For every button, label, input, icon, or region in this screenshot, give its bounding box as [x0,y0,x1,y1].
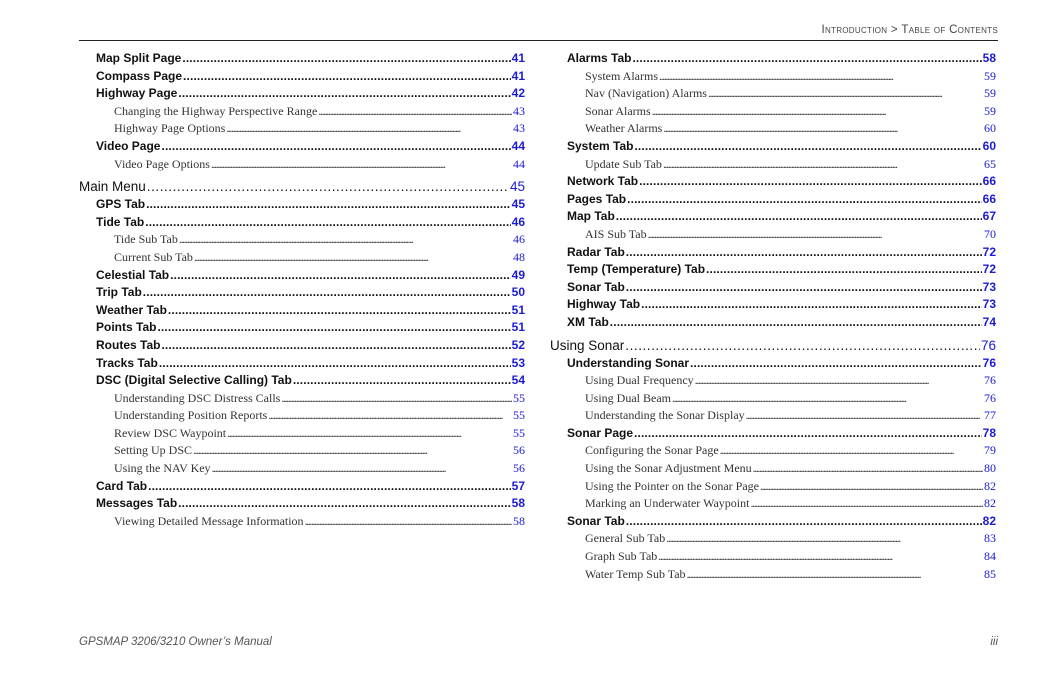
dot-leader [632,50,981,68]
dot-leader [211,156,512,174]
toc-entry-label: System Tab [567,138,634,153]
toc-page-link[interactable]: 72 [982,244,996,259]
toc-page-link[interactable]: 66 [982,191,996,206]
toc-page-link[interactable]: 59 [984,103,996,118]
toc-entry[interactable] [79,478,525,496]
toc-entry-label: Radar Tab [567,244,625,259]
toc-entry[interactable] [550,478,996,496]
toc-page-link[interactable]: 49 [511,267,525,282]
toc-entry[interactable] [550,156,996,174]
toc-entry[interactable] [79,68,525,86]
toc-entry[interactable] [79,138,525,156]
toc-page-link[interactable]: 58 [982,51,996,65]
toc-page-link[interactable]: 56 [513,443,525,458]
toc-entry[interactable] [550,120,996,138]
footer-page-number: iii [990,636,998,648]
dot-leader [268,407,512,425]
toc-page-link[interactable]: 59 [984,86,996,101]
dot-leader [695,372,983,390]
toc-entry[interactable] [550,372,996,390]
dot-leader [625,337,980,354]
toc-entry[interactable] [550,530,996,548]
toc-entry[interactable] [79,231,525,249]
toc-entry-label: Routes Tab [96,337,161,352]
toc-entry-label: Tide Sub Tab [114,232,178,247]
toc-entry[interactable] [79,513,525,531]
toc-page-link[interactable]: 67 [982,209,996,224]
toc-entry-label: Understanding Position Reports [114,408,268,423]
toc-entry-label: Understanding Sonar [567,355,690,370]
dot-leader [179,231,512,249]
toc-entry-label: Using the Pointer on the Sonar Page [585,478,759,493]
dot-leader [663,120,983,138]
toc-entry-label: Viewing Detailed Message Information [114,513,304,528]
toc-page-link[interactable]: 85 [984,566,996,581]
header-section: Introduction [821,24,888,36]
toc-entry[interactable] [550,355,996,373]
dot-leader [170,267,511,285]
toc-entry-label: Using the NAV Key [114,461,211,476]
dot-leader [159,355,511,373]
dot-leader [178,85,510,103]
toc-page-link[interactable]: 59 [984,68,996,83]
dot-leader [634,138,981,156]
toc-entry-label: Graph Sub Tab [585,549,658,564]
toc-entry-label: Sonar Tab [567,279,625,294]
dot-leader [616,208,982,226]
toc-entry-label: Celestial Tab [96,267,170,282]
toc-entry[interactable] [79,390,525,408]
toc-entry-label: Understanding DSC Distress Calls [114,390,281,405]
toc-entry-label: Network Tab [567,174,639,189]
dot-leader [626,244,982,262]
toc-entry-label: Setting Up DSC [114,443,193,458]
toc-entry[interactable] [550,460,996,478]
toc-entry[interactable] [79,156,525,174]
toc-entry[interactable] [550,173,996,191]
toc-entry[interactable] [79,355,525,373]
toc-page-link[interactable]: 60 [984,121,996,136]
toc-page-link[interactable]: 43 [513,121,525,136]
toc-entry[interactable] [79,120,525,138]
toc-entry[interactable] [79,337,525,355]
toc-entry-label: Main Menu [79,179,146,195]
dot-leader [146,196,511,214]
toc-entry-label: Alarms Tab [567,51,632,65]
dot-leader [161,337,510,355]
toc-entry-label: Video Page [96,138,161,153]
toc-page-link[interactable]: 65 [984,156,996,171]
toc-page-link[interactable]: 53 [511,355,525,370]
toc-entry-label: Highway Page Options [114,121,226,136]
dot-leader [281,390,512,408]
toc-page-link[interactable]: 43 [513,103,525,118]
toc-entry-label: Using the Sonar Adjustment Menu [585,461,752,476]
toc-entry-label: Using Sonar [550,337,625,353]
toc-page-link[interactable]: 80 [984,461,996,476]
toc-page-link[interactable]: 79 [984,443,996,458]
header-title: Table of Contents [901,24,998,36]
dot-leader [720,442,983,460]
toc-entry[interactable] [550,191,996,209]
dot-leader [194,249,512,267]
toc-page-link[interactable]: 78 [982,425,996,440]
toc-page-link[interactable]: 56 [513,461,525,476]
dot-leader [626,513,982,531]
toc-page-link[interactable]: 48 [513,249,525,264]
dot-leader [226,120,512,138]
dot-leader [687,566,983,584]
toc-entry-label: Map Split Page [96,51,182,65]
toc-entry-label: Weather Alarms [585,121,663,136]
toc-page-link[interactable]: 82 [984,496,996,511]
footer-manual-title: GPSMAP 3206/3210 Owner’s Manual [79,636,272,648]
toc-entry-label: Pages Tab [567,191,627,206]
header-rule [79,40,998,41]
toc-page-link[interactable]: 42 [511,86,525,101]
header-separator: > [890,24,898,36]
toc-entry-label: Nav (Navigation) Alarms [585,86,707,101]
dot-leader [147,178,509,195]
toc-entry-label: General Sub Tab [585,531,666,546]
toc-entry[interactable] [79,267,525,285]
toc-entry[interactable] [79,495,525,513]
toc-entry[interactable] [550,261,996,279]
toc-page-link[interactable]: 76 [980,337,996,353]
dot-leader [610,314,982,332]
dot-leader [305,513,512,531]
toc-right-column [550,50,996,583]
toc-page-link[interactable]: 73 [982,279,996,294]
toc-entry[interactable] [550,208,996,226]
toc-page-link[interactable]: 46 [513,232,525,247]
dot-leader [168,302,511,320]
dot-leader [753,460,983,478]
toc-page-link[interactable]: 70 [984,226,996,241]
toc-entry[interactable] [550,495,996,513]
toc-entry-label: Tide Tab [96,214,145,229]
dot-leader [666,530,983,548]
toc-entry-label: Changing the Highway Perspective Range [114,103,318,118]
toc-entry-label: Understanding the Sonar Display [585,408,745,423]
toc-entry-label: Weather Tab [96,302,167,317]
toc-entry-label: Sonar Tab [567,513,625,528]
toc-entry-label: Review DSC Waypoint [114,425,227,440]
toc-entry-label: GPS Tab [96,197,146,212]
toc-entry[interactable] [550,50,996,68]
toc-page-link[interactable]: 73 [982,297,996,312]
toc-page-link[interactable]: 72 [982,262,996,277]
toc-entry[interactable] [79,50,525,68]
toc-entry[interactable] [550,566,996,584]
dot-leader [143,284,511,302]
toc-page-link[interactable]: 82 [982,513,996,528]
toc-entry-label: Configuring the Sonar Page [585,443,719,458]
toc-page-link[interactable]: 41 [511,51,525,65]
toc-entry[interactable] [550,296,996,314]
toc-page-link[interactable]: 66 [982,174,996,189]
toc-entry-label: Marking an Underwater Waypoint [585,496,750,511]
toc-entry-label: Compass Page [96,68,183,83]
dot-leader [293,372,511,390]
toc-entry[interactable] [79,460,525,478]
toc-page-link[interactable]: 55 [513,390,525,405]
dot-leader [706,261,982,279]
toc-entry-label: Video Page Options [114,156,210,171]
toc-entry[interactable] [550,314,996,332]
toc-entry-label: Current Sub Tab [114,249,193,264]
dot-leader [750,495,983,513]
toc-entry[interactable] [550,390,996,408]
toc-entry[interactable] [79,196,525,214]
toc-entry[interactable] [79,249,525,267]
dot-leader [659,68,983,86]
dot-leader [634,425,982,443]
toc-entry[interactable] [550,548,996,566]
toc-entry[interactable] [550,425,996,443]
toc-page-link[interactable]: 50 [511,285,525,300]
dot-leader [227,425,512,443]
toc-entry-label: Update Sub Tab [585,156,662,171]
dot-leader [672,390,983,408]
dot-leader [145,214,510,232]
toc-entry-label: AIS Sub Tab [585,226,647,241]
toc-entry[interactable] [79,178,525,195]
dot-leader [318,103,512,121]
toc-entry-label: Tracks Tab [96,355,158,370]
dot-leader [690,355,982,373]
toc-left-column [79,50,525,530]
dot-leader [178,495,510,513]
toc-page-link[interactable]: 76 [984,373,996,388]
toc-page-link[interactable]: 41 [511,68,525,83]
toc-entry[interactable] [79,407,525,425]
toc-entry-label: XM Tab [567,314,609,329]
dot-leader [652,103,983,121]
toc-page-link[interactable]: 45 [511,197,525,212]
toc-entry[interactable] [79,214,525,232]
toc-page-link[interactable]: 60 [982,138,996,153]
toc-page-link[interactable]: 76 [982,355,996,370]
toc-page-link[interactable]: 51 [511,302,525,317]
toc-entry[interactable] [79,284,525,302]
toc-entry[interactable] [79,372,525,390]
toc-entry-label: Water Temp Sub Tab [585,566,686,581]
toc-entry[interactable] [79,319,525,337]
toc-page-link[interactable]: 54 [511,373,525,388]
toc-entry[interactable] [550,513,996,531]
toc-entry[interactable] [550,407,996,425]
toc-entry[interactable] [79,442,525,460]
dot-leader [212,460,512,478]
toc-page-link[interactable]: 84 [984,549,996,564]
toc-entry[interactable] [79,85,525,103]
toc-entry-label: DSC (Digital Selective Calling) Tab [96,373,292,388]
dot-leader [639,173,982,191]
dot-leader [161,138,510,156]
toc-entry[interactable] [550,279,996,297]
toc-page-link[interactable]: 52 [511,337,525,352]
toc-entry-label: Highway Page [96,86,178,101]
dot-leader [648,226,983,244]
toc-entry[interactable] [79,103,525,121]
toc-page-link[interactable]: 55 [513,408,525,423]
toc-entry[interactable] [550,226,996,244]
dot-leader [760,478,983,496]
toc-entry-label: Temp (Temperature) Tab [567,262,706,277]
toc-entry-label: System Alarms [585,68,659,83]
toc-entry-label: Sonar Page [567,425,634,440]
dot-leader [641,296,982,314]
toc-entry[interactable] [79,425,525,443]
toc-entry[interactable] [550,337,996,354]
toc-page-link[interactable]: 83 [984,531,996,546]
toc-page-link[interactable]: 58 [511,496,525,511]
dot-leader [708,85,983,103]
toc-entry-label: Trip Tab [96,285,142,300]
dot-leader [663,156,983,174]
toc-page-link[interactable]: 82 [984,478,996,493]
toc-entry-label: Points Tab [96,320,157,335]
dot-leader [746,407,983,425]
toc-entry-label: Card Tab [96,478,148,493]
toc-entry-label: Using Dual Beam [585,390,671,405]
dot-leader [193,442,512,460]
toc-page-link[interactable]: 44 [513,156,525,171]
toc-entry[interactable] [550,244,996,262]
toc-entry[interactable] [550,442,996,460]
toc-entry[interactable] [550,138,996,156]
toc-entry-label: Sonar Alarms [585,103,651,118]
toc-entry[interactable] [550,103,996,121]
toc-page-link[interactable]: 57 [511,478,525,493]
toc-page-link[interactable]: 44 [511,138,525,153]
toc-page-link[interactable]: 45 [509,179,525,195]
toc-entry-label: Highway Tab [567,297,641,312]
toc-entry[interactable] [550,68,996,86]
toc-page-link[interactable]: 55 [513,425,525,440]
dot-leader [626,279,982,297]
toc-page-link[interactable]: 58 [513,513,525,528]
dot-leader [182,50,510,68]
toc-entry[interactable] [550,85,996,103]
toc-entry-label: Using Dual Frequency [585,373,694,388]
dot-leader [658,548,983,566]
dot-leader [627,191,982,209]
dot-leader [148,478,511,496]
toc-entry-label: Messages Tab [96,496,178,511]
toc-page-link[interactable]: 77 [984,408,996,423]
toc-page-link[interactable]: 74 [982,314,996,329]
toc-entry-label: Map Tab [567,209,615,224]
dot-leader [183,68,511,86]
toc-entry[interactable] [79,302,525,320]
toc-page-link[interactable]: 76 [984,390,996,405]
toc-page-link[interactable]: 51 [511,320,525,335]
toc-page-link[interactable]: 46 [511,214,525,229]
running-header [821,24,998,36]
dot-leader [157,319,510,337]
